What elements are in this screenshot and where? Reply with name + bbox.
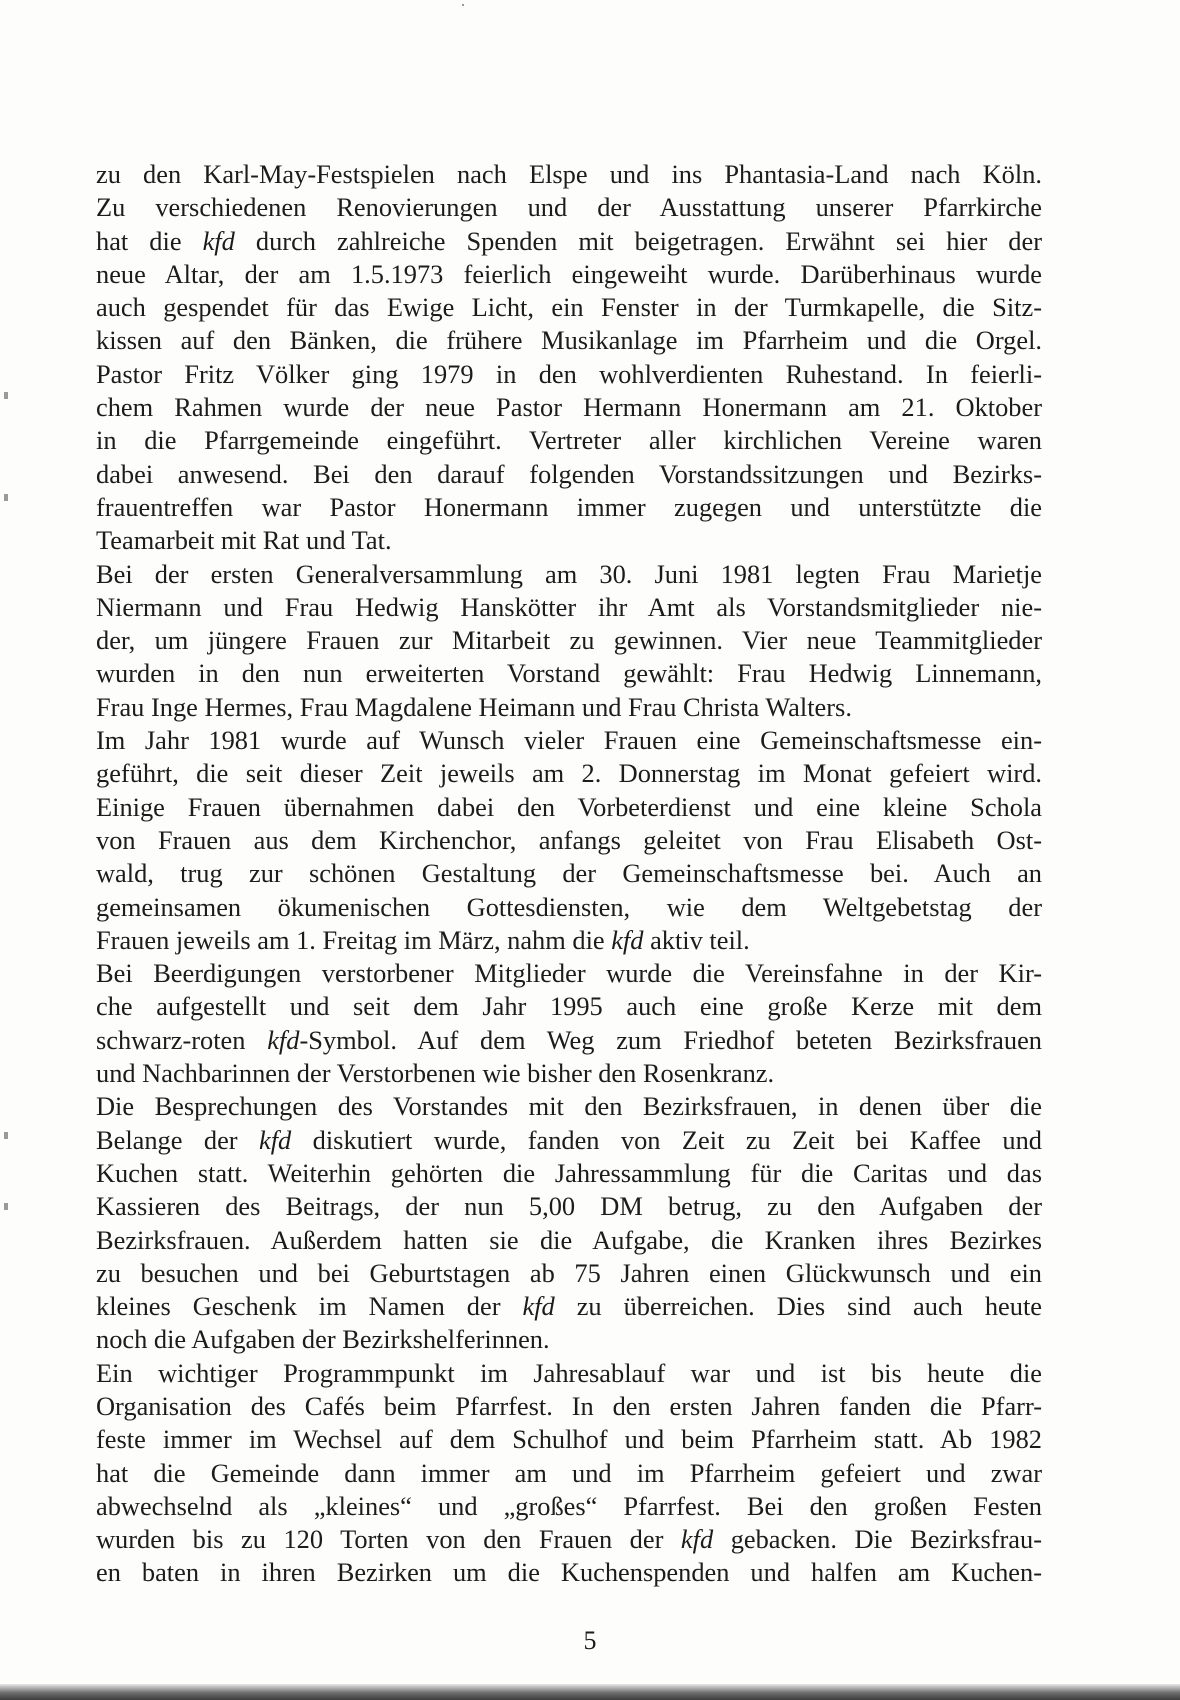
text-line: Einige Frauen übernahmen dabei den Vorbeterdienst und eine kleine Schola — [96, 791, 1042, 822]
text-line — [96, 225, 1042, 258]
text-line: der, um jüngere Frauen zur Mitarbeit zu gewinnen. Vier neue Teammitglieder — [96, 625, 1042, 656]
text-line: Bei der ersten Generalversammlung am 30. Juni 1981 legten Frau Marietje — [96, 558, 1042, 589]
kfd-abbreviation: kfd — [611, 924, 644, 955]
kfd-abbreviation: kfd — [267, 1024, 300, 1055]
text-line: Bei Beerdigungen verstorbener Mitglieder wurde die Vereinsfahne in der Kir- — [96, 958, 1042, 989]
text-segment: Belange der — [96, 1124, 259, 1155]
text-line: en baten in ihren Bezirken um die Kuchenspenden und halfen am Kuchen- — [96, 1557, 1042, 1588]
text-line: dabei anwesend. Bei den darauf folgenden Vorstandssitzungen und Bezirks- — [96, 458, 1042, 489]
text-line: geführt, die seit dieser Zeit jeweils am 2. Donnerstag im Monat gefeiert wird. — [96, 758, 1042, 789]
scan-edge-mark — [4, 494, 8, 501]
text-segment: hat die — [96, 225, 203, 256]
text-line: auch gespendet für das Ewige Licht, ein Fenster in der Turmkapelle, die Sitz- — [96, 292, 1042, 323]
text-line: che aufgestellt und seit dem Jahr 1995 auch eine große Kerze mit dem — [96, 991, 1042, 1022]
text-line: Teamarbeit mit Rat und Tat. — [96, 525, 392, 556]
text-line: und Nachbarinnen der Verstorbenen wie bisher den Rosenkranz. — [96, 1058, 775, 1089]
kfd-abbreviation: kfd — [258, 1124, 292, 1155]
text-segment: wurden bis zu 120 Torten von den Frauen der — [96, 1524, 681, 1555]
text-segment: -Symbol. Auf dem Weg zum Friedhof beteten Bezirksfrauen — [299, 1024, 1042, 1055]
text-line: von Frauen aus dem Kirchenchor, anfangs geleitet von Frau Elisabeth Ost- — [96, 824, 1042, 855]
text-line: in die Pfarrgemeinde eingeführt. Vertreter aller kirchlichen Vereine waren — [96, 425, 1042, 456]
text-segment: kleines Geschenk im Namen der — [96, 1291, 523, 1322]
text-segment: aktiv teil. — [643, 924, 750, 955]
text-line — [96, 1024, 1042, 1057]
body-text — [96, 158, 1042, 1590]
kfd-abbreviation: kfd — [202, 225, 235, 256]
text-line: chem Rahmen wurde der neue Pastor Hermann Honermann am 21. Oktober — [96, 392, 1042, 423]
text-line: Organisation des Cafés beim Pfarrfest. In den ersten Jahren fanden die Pfarr- — [96, 1390, 1042, 1421]
text-segment: diskutiert wurde, fanden von Zeit zu Zeit bei Kaffee und — [291, 1124, 1042, 1155]
kfd-abbreviation: kfd — [680, 1524, 714, 1555]
text-line: Bezirksfrauen. Außerdem hatten sie die Aufgabe, die Kranken ihres Bezirkes — [96, 1224, 1042, 1255]
text-line: Niermann und Frau Hedwig Hanskötter ihr Amt als Vorstandsmitglieder nie- — [96, 591, 1042, 622]
page-number: 5 — [583, 1626, 597, 1655]
text-line: gemeinsamen ökumenischen Gottesdiensten, wie dem Weltgebetstag der — [96, 891, 1042, 922]
kfd-abbreviation: kfd — [522, 1291, 555, 1322]
text-line: Ein wichtiger Programmpunkt im Jahresablauf war und ist bis heute die — [96, 1357, 1042, 1388]
text-line: kissen auf den Bänken, die frühere Musikanlage im Pfarrheim und die Orgel. — [96, 325, 1042, 356]
text-line: Pastor Fritz Völker ging 1979 in den wohlverdienten Ruhestand. In feierli- — [96, 358, 1042, 389]
scan-edge-mark — [4, 1132, 8, 1139]
text-line: frauentreffen war Pastor Honermann immer zugegen und unterstützte die — [96, 491, 1042, 522]
text-line: hat die Gemeinde dann immer am und im Pfarrheim gefeiert und zwar — [96, 1457, 1042, 1488]
text-line: wurden in den nun erweiterten Vorstand gewählt: Frau Hedwig Linnemann, — [96, 658, 1042, 689]
text-line — [96, 1290, 1042, 1323]
text-line: abwechselnd als „kleines“ und „großes“ Pfarrfest. Bei den großen Festen — [96, 1490, 1042, 1521]
text-segment: Frauen jeweils am 1. Freitag im März, nahm die — [96, 924, 612, 955]
text-line: Im Jahr 1981 wurde auf Wunsch vieler Frauen eine Gemeinschaftsmesse ein- — [96, 725, 1042, 756]
scan-edge-mark — [4, 392, 8, 399]
text-segment: schwarz-roten — [96, 1024, 268, 1055]
text-line: Frau Inge Hermes, Frau Magdalene Heimann und Frau Christa Walters. — [96, 691, 852, 722]
text-line: neue Altar, der am 1.5.1973 feierlich eingeweiht wurde. Darüberhinaus wurde — [96, 258, 1042, 289]
text-line: Zu verschiedenen Renovierungen und der Ausstattung unserer Pfarrkirche — [96, 192, 1042, 223]
text-line: wald, trug zur schönen Gestaltung der Gemeinschaftsmesse bei. Auch an — [96, 858, 1042, 889]
text-line: zu besuchen und bei Geburtstagen ab 75 Jahren einen Glückwunsch und ein — [96, 1257, 1042, 1288]
text-line: Kuchen statt. Weiterhin gehörten die Jahressammlung für die Caritas und das — [96, 1157, 1042, 1188]
text-line: Kassieren des Beitrags, der nun 5,00 DM betrug, zu den Aufgaben der — [96, 1191, 1042, 1222]
text-line: noch die Aufgaben der Bezirkshelferinnen. — [96, 1324, 550, 1355]
scan-edge-mark — [4, 1203, 8, 1210]
scan-bottom-edge — [0, 1684, 1180, 1700]
scan-speck — [462, 4, 464, 6]
text-segment: durch zahlreiche Spenden mit beigetragen. Erwähnt sei hier der — [234, 225, 1042, 256]
text-line: feste immer im Wechsel auf dem Schulhof und beim Pfarrheim statt. Ab 1982 — [96, 1424, 1042, 1455]
text-line: zu den Karl-May-Festspielen nach Elspe und ins Phantasia-Land nach Köln. — [96, 159, 1042, 189]
text-line: Die Besprechungen des Vorstandes mit den Bezirksfrauen, in denen über die — [96, 1091, 1042, 1122]
text-segment: zu überreichen. Dies sind auch heute — [554, 1291, 1042, 1322]
text-line — [96, 924, 1042, 957]
text-line — [96, 1523, 1042, 1556]
text-line — [96, 1124, 1042, 1157]
text-segment: gebacken. Die Bezirksfrau- — [713, 1524, 1042, 1555]
